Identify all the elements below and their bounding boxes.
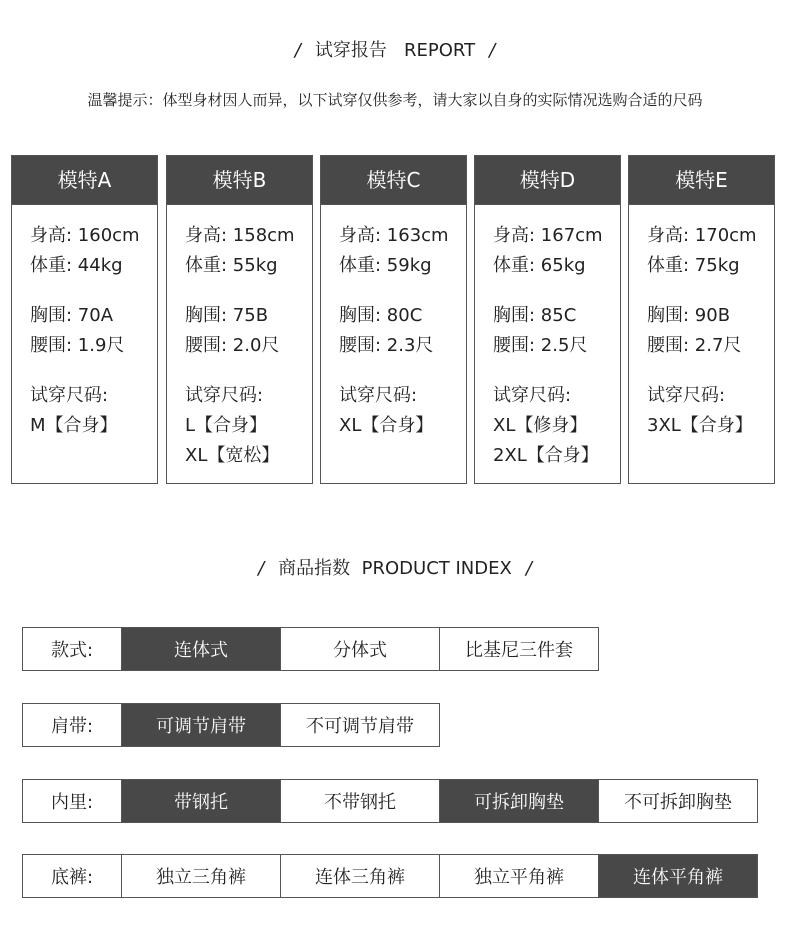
- index-title-cn: 商品指数: [278, 558, 351, 579]
- model-bust: 胸围: 85C: [493, 305, 577, 326]
- spacer: [30, 361, 157, 381]
- report-title: [0, 36, 790, 62]
- model-height: 身高: 167cm: [493, 225, 603, 246]
- model-bust: 胸围: 80C: [339, 305, 423, 326]
- index-option-selected: 连体平角裤: [598, 854, 758, 898]
- model-size-label: 试穿尺码:: [339, 385, 418, 406]
- index-row: [22, 703, 440, 747]
- model-name: 模特A: [12, 156, 157, 205]
- model-weight: 体重: 75kg: [647, 255, 740, 276]
- model-name: 模特B: [167, 156, 312, 205]
- model-card: [320, 155, 467, 484]
- model-height: 身高: 160cm: [30, 225, 140, 246]
- model-size-label: 试穿尺码:: [185, 385, 264, 406]
- spacer: [30, 281, 157, 301]
- model-name: 模特E: [629, 156, 774, 205]
- index-title-en: PRODUCT INDEX: [361, 558, 512, 579]
- index-option-selected: 带钢托: [121, 779, 281, 823]
- model-bust: 胸围: 90B: [647, 305, 731, 326]
- model-height: 身高: 170cm: [647, 225, 757, 246]
- index-slash-left: /: [258, 558, 265, 579]
- model-card: [11, 155, 158, 484]
- report-title-en: REPORT: [404, 40, 476, 61]
- model-size-label: 试穿尺码:: [493, 385, 572, 406]
- model-size: L【合身】: [185, 415, 268, 436]
- index-option: 独立三角裤: [121, 854, 281, 898]
- model-height: 身高: 163cm: [339, 225, 449, 246]
- index-option-selected: 可拆卸胸垫: [439, 779, 599, 823]
- index-row: [22, 627, 599, 671]
- spacer: [647, 361, 774, 381]
- index-row-label: 款式:: [22, 627, 122, 671]
- model-waist: 腰围: 2.7尺: [647, 335, 742, 356]
- index-slash-right: /: [525, 558, 532, 579]
- model-bust: 胸围: 70A: [30, 305, 114, 326]
- model-size-label: 试穿尺码:: [647, 385, 726, 406]
- spacer: [493, 361, 620, 381]
- index-option: 不可拆卸胸垫: [598, 779, 758, 823]
- model-size: XL【宽松】: [185, 445, 280, 466]
- title-slash-left: /: [294, 40, 301, 61]
- model-size: XL【合身】: [339, 415, 434, 436]
- model-waist: 腰围: 1.9尺: [30, 335, 125, 356]
- spacer: [339, 361, 466, 381]
- model-size: XL【修身】: [493, 415, 588, 436]
- report-title-cn: 试穿报告: [314, 40, 387, 61]
- model-waist: 腰围: 2.0尺: [185, 335, 280, 356]
- model-weight: 体重: 65kg: [493, 255, 586, 276]
- index-option-selected: 连体式: [121, 627, 281, 671]
- model-weight: 体重: 55kg: [185, 255, 278, 276]
- index-title: [0, 554, 790, 580]
- model-size-label: 试穿尺码:: [30, 385, 109, 406]
- spacer: [647, 281, 774, 301]
- index-option: 不带钢托: [280, 779, 440, 823]
- index-option: 比基尼三件套: [439, 627, 599, 671]
- model-card: [474, 155, 621, 484]
- spacer: [185, 361, 312, 381]
- model-weight: 体重: 44kg: [30, 255, 123, 276]
- index-option: 独立平角裤: [439, 854, 599, 898]
- index-row-label: 内里:: [22, 779, 122, 823]
- model-waist: 腰围: 2.3尺: [339, 335, 434, 356]
- model-name: 模特C: [321, 156, 466, 205]
- model-card: [166, 155, 313, 484]
- index-option: 分体式: [280, 627, 440, 671]
- index-row-label: 底裤:: [22, 854, 122, 898]
- model-size: M【合身】: [30, 415, 118, 436]
- title-slash-right: /: [489, 40, 496, 61]
- model-name: 模特D: [475, 156, 620, 205]
- model-stats: [321, 205, 466, 441]
- model-stats: [475, 205, 620, 471]
- model-bust: 胸围: 75B: [185, 305, 269, 326]
- model-size: 3XL【合身】: [647, 415, 753, 436]
- index-option: 连体三角裤: [280, 854, 440, 898]
- spacer: [339, 281, 466, 301]
- spacer: [185, 281, 312, 301]
- index-row: [22, 779, 758, 823]
- model-waist: 腰围: 2.5尺: [493, 335, 588, 356]
- model-height: 身高: 158cm: [185, 225, 295, 246]
- notice-text: 温馨提示：体型身材因人而异，以下试穿仅供参考，请大家以自身的实际情况选购合适的尺码: [87, 91, 703, 109]
- model-size: 2XL【合身】: [493, 445, 599, 466]
- model-stats: [629, 205, 774, 441]
- spacer: [493, 281, 620, 301]
- index-row: [22, 854, 758, 898]
- model-stats: [167, 205, 312, 471]
- model-card: [628, 155, 775, 484]
- model-weight: 体重: 59kg: [339, 255, 432, 276]
- index-option-selected: 可调节肩带: [121, 703, 281, 747]
- model-stats: [12, 205, 157, 441]
- index-option: 不可调节肩带: [280, 703, 440, 747]
- index-row-label: 肩带:: [22, 703, 122, 747]
